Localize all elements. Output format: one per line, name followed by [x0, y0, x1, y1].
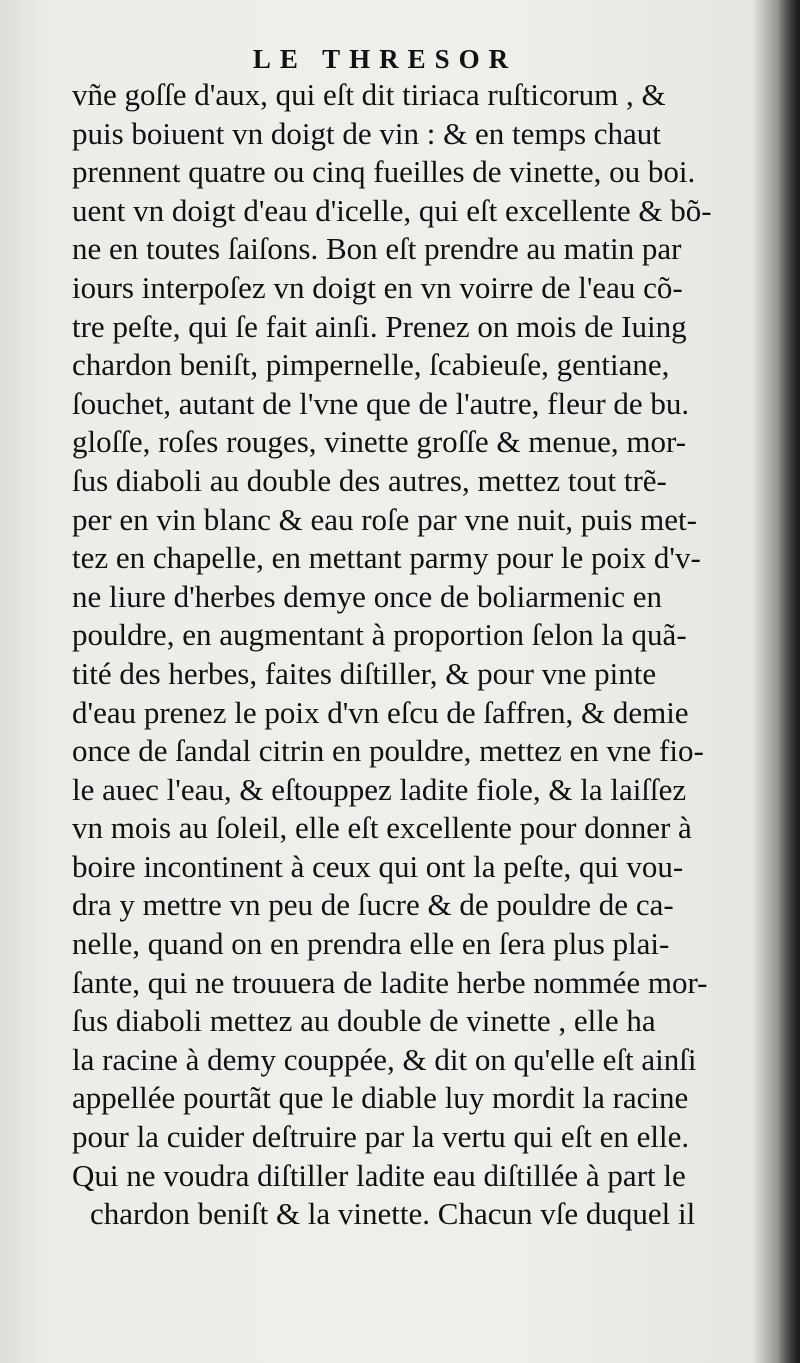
text-line: dra y mettre vn peu de ſucre & de pouldre de ca-	[72, 887, 674, 923]
text-line: boire incontinent à ceux qui ont la peſte, qui vou-	[72, 848, 684, 884]
text-line: tité des herbes, faites diſtiller, & pour vne pinte	[72, 655, 657, 691]
text-line: per en vin blanc & eau roſe par vne nuit, puis met-	[72, 501, 697, 537]
text-line: le auec l'eau, & eſtouppez ladite fiole, & la laiſſez	[72, 771, 687, 807]
page-body-text	[72, 76, 762, 1234]
text-line: nelle, quand on en prendra elle en ſera plus plai-	[72, 926, 670, 962]
text-line: ſante, qui ne trouuera de ladite herbe nommée mor-	[72, 964, 708, 1000]
text-line: pour la cuider deſtruire par la vertu qui eſt en elle.	[72, 1119, 690, 1155]
text-line: uent vn doigt d'eau d'icelle, qui eſt excellente & bõ-	[72, 192, 712, 228]
text-line: Qui ne voudra diſtiller ladite eau diſtillée à part le	[72, 1157, 686, 1193]
text-line: tez en chapelle, en mettant parmy pour le poix d'v-	[72, 540, 701, 576]
text-line: once de ſandal citrin en pouldre, mettez en vne fio-	[72, 733, 704, 769]
text-line: chardon beniſt, pimpernelle, ſcabieuſe, gentiane,	[72, 347, 670, 383]
text-line: pouldre, en augmentant à proportion ſelon la quã-	[72, 617, 687, 653]
text-line: vñe goſſe d'aux, qui eſt dit tiriaca ruſticorum , &	[72, 77, 666, 112]
text-line: ſouchet, autant de l'vne que de l'autre, fleur de bu.	[72, 385, 690, 421]
text-line: chardon beniſt & la vinette. Chacun vſe duquel il	[90, 1196, 696, 1232]
text-line: ſus diaboli au double des autres, mettez tout trẽ-	[72, 462, 667, 498]
text-line: ſus diaboli mettez au double de vinette , elle ha	[72, 1003, 656, 1039]
text-line: la racine à demy couppée, & dit on qu'elle eſt ainſi	[72, 1041, 697, 1077]
running-header: LE THRESOR	[252, 44, 518, 74]
text-line: tre peſte, qui ſe fait ainſi. Prenez on mois de Iuing	[72, 308, 687, 344]
text-line: iours interpoſez vn doigt en vn voirre de l'eau cõ-	[72, 269, 683, 305]
page-spine-shadow	[778, 0, 800, 1363]
text-line: ne liure d'herbes demye once de boliarmenic en	[72, 578, 663, 614]
text-line: appellée pourtãt que le diable luy mordit la racine	[72, 1080, 689, 1116]
text-line: vn mois au ſoleil, elle eſt excellente pour donner à	[72, 810, 692, 846]
text-line: ne en toutes ſaiſons. Bon eſt prendre au matin par	[72, 231, 682, 267]
text-line: puis boiuent vn doigt de vin : & en temps chaut	[72, 115, 661, 151]
text-line: prennent quatre ou cinq fueilles de vinette, ou boi.	[72, 154, 696, 190]
text-line: d'eau prenez le poix d'vn eſcu de ſaffren, & demie	[72, 694, 689, 730]
text-line: gloſſe, roſes rouges, vinette groſſe & menue, mor-	[72, 424, 687, 460]
